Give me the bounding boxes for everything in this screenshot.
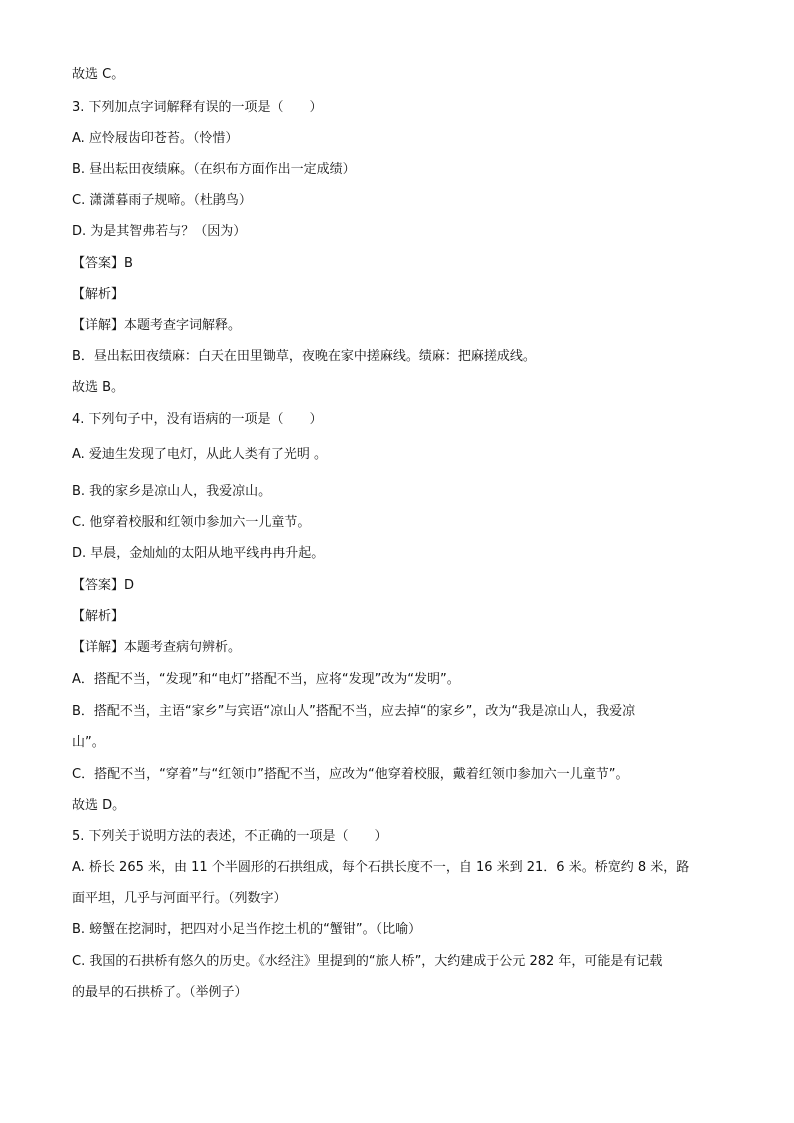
option-d: D. 为是其智弗若与？（因为） xyxy=(72,224,247,239)
option-a: A. 桥长 265 米，由 11 个半圆形的石拱组成，每个石拱长度不一，自 16 米到 21．6 米。桥宽约 8 米，路 xyxy=(72,860,690,875)
option-b: B. 昼出耘田夜绩麻。（在织布方面作出一定成绩） xyxy=(72,162,356,177)
answer-label: 【答案】D xyxy=(72,578,135,593)
detail-label: 【详解】本题考查病句辨析。 xyxy=(72,640,242,655)
text-line: 故选 C。 xyxy=(72,67,125,82)
question-5: 5. 下列关于说明方法的表述，不正确的一项是（ ） xyxy=(72,829,388,844)
text-line: B．昼出耘田夜绩麻：白天在田里锄草，夜晚在家中搓麻线。绩麻：把麻搓成线。 xyxy=(72,349,536,364)
question-4: 4. 下列句子中，没有语病的一项是（ ） xyxy=(72,412,323,427)
text-line: C．搭配不当，“穿着”与“红领巾”搭配不当，应改为“他穿着校服，戴着红领巾参加六一儿童节”。 xyxy=(72,767,629,782)
option-a-cont: 面平坦，几乎与河面平行。（列数字） xyxy=(72,891,287,906)
option-d: D. 早晨，金灿灿的太阳从地平线冉冉升起。 xyxy=(72,546,325,561)
text-line: 山”。 xyxy=(72,735,105,750)
analysis-label: 【解析】 xyxy=(72,287,125,302)
option-c: C. 我国的石拱桥有悠久的历史。《水经注》里提到的“旅人桥”，大约建成于公元 282 年，可能是有记载 xyxy=(72,954,663,969)
text-line: 故选 D。 xyxy=(72,798,126,813)
text-line: 故选 B。 xyxy=(72,380,125,395)
detail-label: 【详解】本题考查字词解释。 xyxy=(72,318,242,333)
answer-label: 【答案】B xyxy=(72,256,133,271)
option-b: B. 我的家乡是凉山人，我爱凉山。 xyxy=(72,484,272,499)
option-c: C. 他穿着校服和红领巾参加六一儿童节。 xyxy=(72,515,311,530)
text-line: A．搭配不当，“发现”和“电灯”搭配不当，应将“发现”改为“发明”。 xyxy=(72,672,460,687)
option-a: A. 爱迪生发现了电灯，从此人类有了光明 。 xyxy=(72,447,328,462)
option-a: A. 应怜屐齿印苍苔。（怜惜） xyxy=(72,131,239,146)
option-c-cont: 的最早的石拱桥了。（举例子） xyxy=(72,985,248,1000)
option-b: B. 螃蟹在挖洞时，把四对小足当作挖土机的“蟹钳”。（比喻） xyxy=(72,922,422,937)
analysis-label: 【解析】 xyxy=(72,609,125,624)
text-line: B．搭配不当，主语“家乡”与宾语“凉山人”搭配不当，应去掉“的家乡”，改为“我是凉山人，我爱凉 xyxy=(72,704,636,719)
option-c: C. 潇潇暮雨子规啼。（杜鹃鸟） xyxy=(72,193,252,208)
question-3: 3. 下列加点字词解释有误的一项是（ ） xyxy=(72,100,323,115)
